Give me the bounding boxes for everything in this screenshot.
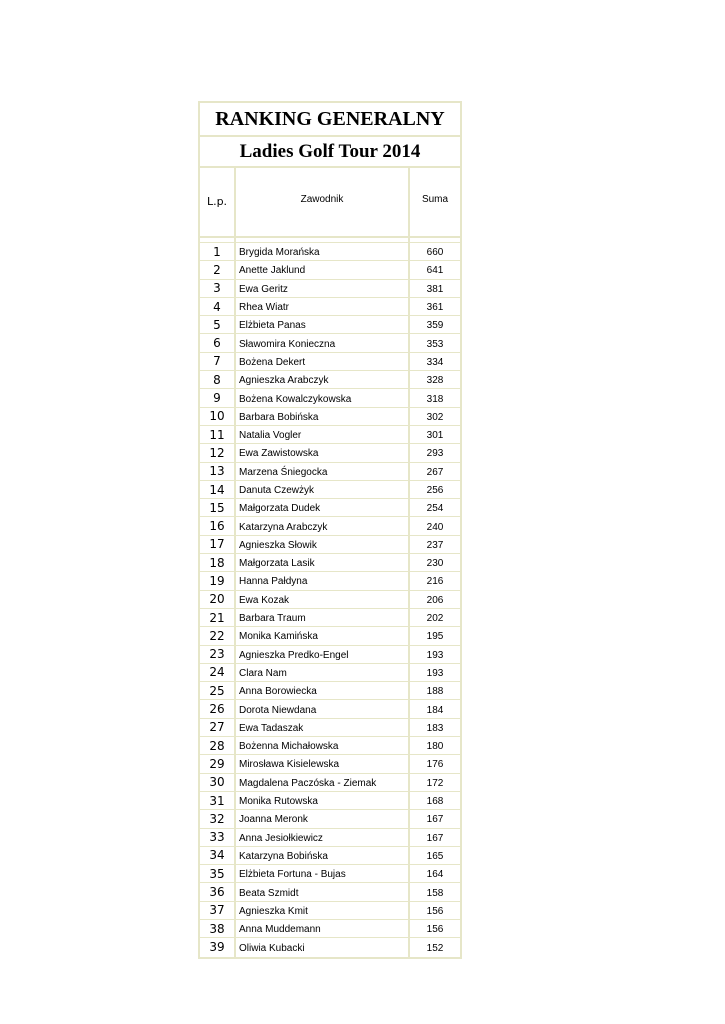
rank-cell: 38 <box>209 921 225 936</box>
rank-cell: 26 <box>209 702 225 717</box>
points-cell: 193 <box>426 649 444 661</box>
player-name-cell: Monika Kamińska <box>234 627 410 644</box>
player-name-cell: Joanna Meronk <box>234 810 410 827</box>
player-name-cell: Elżbieta Fortuna - Bujas <box>234 865 410 882</box>
table-row <box>200 481 460 499</box>
table-row <box>200 499 460 517</box>
table-title: RANKING GENERALNY <box>200 103 460 137</box>
points-cell: 156 <box>426 905 444 917</box>
table-row <box>200 316 460 334</box>
points-cell: 152 <box>426 942 444 954</box>
rank-cell: 32 <box>209 811 225 826</box>
points-cell: 193 <box>426 667 444 679</box>
player-name-cell: Monika Rutowska <box>234 792 410 809</box>
points-cell: 361 <box>426 302 444 314</box>
points-cell: 184 <box>426 704 444 716</box>
table-row <box>200 609 460 627</box>
rank-cell: 20 <box>209 592 225 607</box>
table-row <box>200 829 460 847</box>
points-cell: 183 <box>426 722 444 734</box>
rank-cell: 9 <box>213 391 221 406</box>
table-row <box>200 664 460 682</box>
table-row <box>200 646 460 664</box>
table-row <box>200 627 460 645</box>
player-name-cell: Anna Muddemann <box>234 920 410 937</box>
points-cell: 293 <box>426 448 444 460</box>
points-cell: 660 <box>426 247 444 259</box>
player-name-cell: Sławomira Konieczna <box>234 334 410 351</box>
player-name-cell: Marzena Śniegocka <box>234 463 410 480</box>
table-row <box>200 792 460 810</box>
player-name-cell: Bożenna Michałowska <box>234 737 410 754</box>
rank-cell: 13 <box>209 464 225 479</box>
points-cell: 641 <box>426 265 444 277</box>
table-row <box>200 280 460 298</box>
points-cell: 301 <box>426 430 444 442</box>
rank-cell: 27 <box>209 720 225 735</box>
player-name-cell: Ewa Zawistowska <box>234 444 410 461</box>
player-name-cell: Agnieszka Słowik <box>234 536 410 553</box>
points-cell: 230 <box>426 558 444 570</box>
player-name-cell: Dorota Niewdana <box>234 700 410 717</box>
rank-cell: 1 <box>213 244 221 259</box>
rank-cell: 25 <box>209 683 225 698</box>
table-row <box>200 755 460 773</box>
player-name-cell: Elżbieta Panas <box>234 316 410 333</box>
player-name-cell: Katarzyna Arabczyk <box>234 517 410 534</box>
rank-cell: 14 <box>209 482 225 497</box>
table-row <box>200 517 460 535</box>
rank-cell: 34 <box>209 848 225 863</box>
rank-cell: 23 <box>209 647 225 662</box>
player-name-cell: Barbara Traum <box>234 609 410 626</box>
rank-cell: 31 <box>209 793 225 808</box>
player-name-cell: Katarzyna Bobińska <box>234 847 410 864</box>
player-name-cell: Danuta Czewżyk <box>234 481 410 498</box>
rank-cell: 8 <box>213 372 221 387</box>
table-row <box>200 408 460 426</box>
player-name-cell: Anna Jesiołkiewicz <box>234 829 410 846</box>
table-row <box>200 243 460 261</box>
header-name: Zawodnik <box>234 168 410 236</box>
table-row <box>200 353 460 371</box>
table-row <box>200 444 460 462</box>
player-name-cell: Natalia Vogler <box>234 426 410 443</box>
points-cell: 188 <box>426 686 444 698</box>
player-name-cell: Clara Nam <box>234 664 410 681</box>
rank-cell: 21 <box>209 610 225 625</box>
points-cell: 202 <box>426 613 444 625</box>
points-cell: 156 <box>426 924 444 936</box>
rank-cell: 15 <box>209 500 225 515</box>
rank-cell: 18 <box>209 555 225 570</box>
rank-cell: 7 <box>213 354 221 369</box>
table-row <box>200 334 460 352</box>
rank-cell: 4 <box>213 299 221 314</box>
points-cell: 256 <box>426 485 444 496</box>
rank-cell: 2 <box>213 262 221 277</box>
points-cell: 254 <box>426 503 444 515</box>
points-cell: 165 <box>426 850 444 862</box>
points-cell: 172 <box>426 777 444 789</box>
points-cell: 164 <box>426 869 444 881</box>
points-cell: 267 <box>426 466 444 478</box>
rank-cell: 22 <box>209 628 225 643</box>
table-row <box>200 774 460 792</box>
table-row <box>200 883 460 901</box>
table-row <box>200 426 460 444</box>
rank-cell: 12 <box>209 445 225 460</box>
table-row <box>200 737 460 755</box>
points-cell: 216 <box>426 576 444 588</box>
player-name-cell: Hanna Pałdyna <box>234 572 410 589</box>
rank-cell: 24 <box>209 665 225 680</box>
points-cell: 359 <box>426 320 444 332</box>
table-row <box>200 682 460 700</box>
player-name-cell: Beata Szmidt <box>234 883 410 900</box>
rank-cell: 10 <box>209 409 225 424</box>
rank-cell: 39 <box>209 940 225 955</box>
table-row <box>200 463 460 481</box>
player-name-cell: Agnieszka Kmit <box>234 902 410 919</box>
points-cell: 328 <box>426 375 444 387</box>
player-name-cell: Agnieszka Arabczyk <box>234 371 410 388</box>
table-body <box>200 243 460 957</box>
table-header-row <box>200 168 460 238</box>
table-row <box>200 536 460 554</box>
player-name-cell: Bożena Dekert <box>234 353 410 370</box>
points-cell: 381 <box>426 283 444 295</box>
table-row <box>200 298 460 316</box>
table-row <box>200 865 460 883</box>
ranking-table <box>198 101 462 959</box>
rank-cell: 6 <box>213 336 221 351</box>
player-name-cell: Mirosława Kisielewska <box>234 755 410 772</box>
player-name-cell: Barbara Bobińska <box>234 408 410 425</box>
player-name-cell: Małgorzata Lasik <box>234 554 410 571</box>
player-name-cell: Magdalena Paczóska - Ziemak <box>234 774 410 791</box>
table-row <box>200 938 460 956</box>
player-name-cell: Małgorzata Dudek <box>234 499 410 516</box>
table-row <box>200 810 460 828</box>
points-cell: 237 <box>426 539 444 551</box>
rank-cell: 19 <box>209 573 225 588</box>
table-row <box>200 572 460 590</box>
table-row <box>200 700 460 718</box>
table-row <box>200 902 460 920</box>
player-name-cell: Anette Jaklund <box>234 261 410 278</box>
table-row <box>200 261 460 279</box>
points-cell: 158 <box>426 887 444 899</box>
points-cell: 180 <box>426 741 444 753</box>
player-name-cell: Bożena Kowalczykowska <box>234 389 410 406</box>
points-cell: 240 <box>426 521 444 533</box>
rank-cell: 35 <box>209 866 225 881</box>
rank-cell: 17 <box>209 537 225 552</box>
table-row <box>200 920 460 938</box>
points-cell: 206 <box>426 594 444 606</box>
player-name-cell: Agnieszka Predko-Engel <box>234 646 410 663</box>
points-cell: 167 <box>426 832 444 844</box>
player-name-cell: Anna Borowiecka <box>234 682 410 699</box>
table-row <box>200 389 460 407</box>
table-row <box>200 554 460 572</box>
points-cell: 353 <box>426 338 444 350</box>
rank-cell: 11 <box>209 427 225 442</box>
rank-cell: 30 <box>209 775 225 790</box>
rank-cell: 36 <box>209 885 225 900</box>
points-cell: 195 <box>426 631 444 643</box>
rank-cell: 37 <box>209 903 225 918</box>
table-row <box>200 847 460 865</box>
player-name-cell: Ewa Tadaszak <box>234 719 410 736</box>
rank-cell: 16 <box>209 519 225 534</box>
rank-cell: 33 <box>209 830 225 845</box>
rank-cell: 29 <box>209 756 225 771</box>
points-cell: 176 <box>426 759 444 771</box>
table-row <box>200 719 460 737</box>
points-cell: 334 <box>426 356 444 368</box>
table-row <box>200 371 460 389</box>
table-row <box>200 591 460 609</box>
points-cell: 302 <box>426 411 444 423</box>
player-name-cell: Oliwia Kubacki <box>234 938 410 956</box>
points-cell: 167 <box>426 814 444 826</box>
header-sum: Suma <box>421 193 449 205</box>
rank-cell: 5 <box>213 317 221 332</box>
rank-cell: 3 <box>213 281 221 296</box>
header-lp: L.p. <box>206 194 228 208</box>
points-cell: 318 <box>426 393 444 405</box>
rank-cell: 28 <box>209 738 225 753</box>
player-name-cell: Rhea Wiatr <box>234 298 410 315</box>
table-subtitle: Ladies Golf Tour 2014 <box>200 137 460 168</box>
points-cell: 168 <box>426 796 444 808</box>
player-name-cell: Ewa Geritz <box>234 280 410 297</box>
player-name-cell: Brygida Morańska <box>234 243 410 260</box>
player-name-cell: Ewa Kozak <box>234 591 410 608</box>
